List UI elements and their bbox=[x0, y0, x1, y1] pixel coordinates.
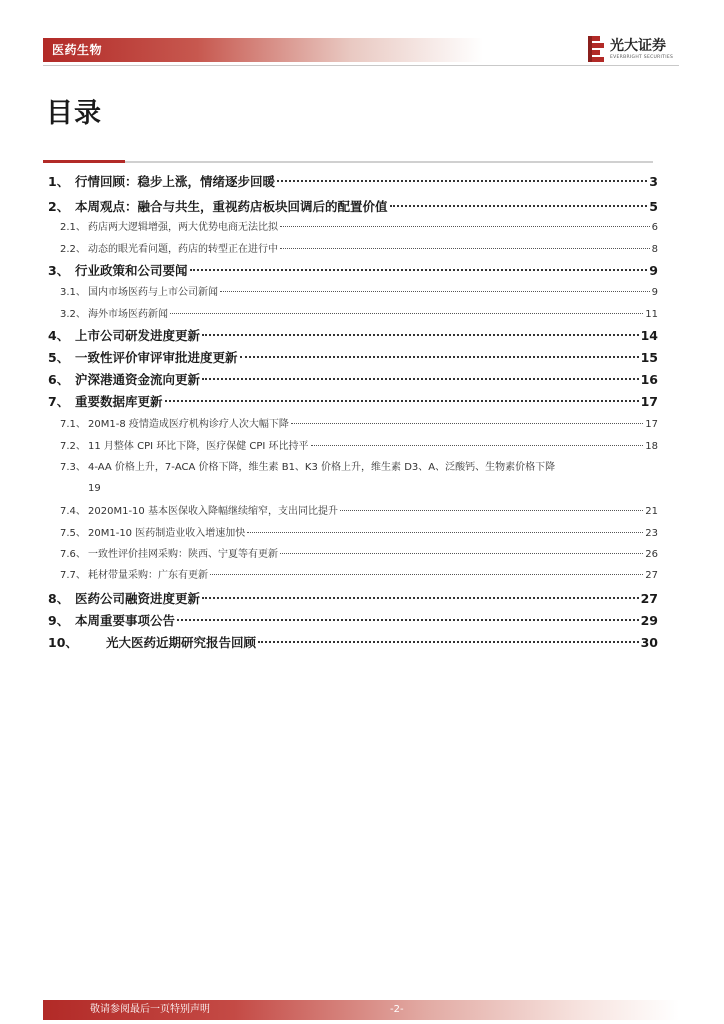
toc-entry-7-1[interactable] bbox=[60, 416, 658, 434]
toc-title: 光大医药近期研究报告回顾 bbox=[106, 635, 257, 650]
toc-title: 动态的眼光看问题，药店的转型正在进行中 bbox=[88, 244, 278, 255]
toc-number: 4、 bbox=[48, 328, 70, 343]
toc-number: 7.6、 bbox=[60, 549, 86, 560]
toc-number: 3.1、 bbox=[60, 287, 86, 298]
toc-entry-6[interactable] bbox=[48, 370, 658, 390]
toc-page-number: 26 bbox=[645, 549, 658, 560]
toc-number: 5、 bbox=[48, 350, 70, 365]
toc-title: 药店两大逻辑增强，两大优势电商无法比拟 bbox=[88, 222, 278, 233]
leader-dots bbox=[210, 567, 643, 575]
toc-page-number: 29 bbox=[640, 613, 658, 628]
toc-title: 2020M1-10 基本医保收入降幅继续缩窄，支出同比提升 bbox=[88, 506, 338, 517]
toc-page-number: 23 bbox=[645, 528, 658, 539]
logo-subtitle: EVERBRIGHT SECURITIES bbox=[610, 55, 674, 60]
toc-number: 7、 bbox=[48, 394, 70, 409]
toc-page-number: 17 bbox=[640, 394, 658, 409]
leader-dots bbox=[170, 306, 643, 314]
toc-number: 1、 bbox=[48, 174, 70, 189]
toc-page-number: 17 bbox=[645, 419, 658, 430]
toc-entry-7-2[interactable] bbox=[60, 438, 658, 456]
leader-dots bbox=[291, 416, 643, 424]
toc-entry-2[interactable] bbox=[48, 197, 658, 217]
toc-entry-2-2[interactable] bbox=[60, 241, 658, 259]
toc-page-number: 6 bbox=[651, 222, 658, 233]
toc-page-number: 21 bbox=[645, 506, 658, 517]
toc-number: 2.1、 bbox=[60, 222, 86, 233]
toc-number: 7.4、 bbox=[60, 506, 86, 517]
toc-page-number: 16 bbox=[640, 372, 658, 387]
footer-disclaimer: 敬请参阅最后一页特别声明 bbox=[90, 1004, 210, 1015]
toc-page-number: 27 bbox=[645, 570, 658, 581]
leader-dots bbox=[258, 633, 639, 643]
toc-entry-4[interactable] bbox=[48, 326, 658, 346]
toc-number: 7.2、 bbox=[60, 441, 86, 452]
toc-page-number: 11 bbox=[645, 309, 658, 320]
toc-number: 9、 bbox=[48, 613, 70, 628]
toc-entry-2-1[interactable] bbox=[60, 219, 658, 237]
toc-entry-3-1[interactable] bbox=[60, 284, 658, 302]
logo-name: 光大证券 bbox=[610, 38, 666, 54]
toc-page-number: 9 bbox=[649, 263, 658, 278]
leader-dots bbox=[240, 348, 639, 358]
leader-dots bbox=[202, 326, 639, 336]
toc-title: 一致性评价挂网采购：陕西、宁夏等有更新 bbox=[88, 549, 278, 560]
toc-page-number: 9 bbox=[651, 287, 658, 298]
toc-title: 上市公司研发进度更新 bbox=[75, 328, 201, 343]
toc-entry-1[interactable] bbox=[48, 172, 658, 192]
toc-number: 2、 bbox=[48, 199, 70, 214]
leader-dots bbox=[165, 392, 639, 402]
leader-dots bbox=[280, 219, 650, 227]
toc-page-number: 18 bbox=[645, 441, 658, 452]
toc-page-number: 15 bbox=[640, 350, 658, 365]
toc-number: 2.2、 bbox=[60, 244, 86, 255]
leader-dots bbox=[190, 261, 648, 271]
leader-dots bbox=[311, 438, 644, 446]
toc-number: 3.2、 bbox=[60, 309, 86, 320]
toc-number: 7.7、 bbox=[60, 570, 86, 581]
leader-dots bbox=[340, 503, 643, 511]
toc-page-number: 30 bbox=[640, 635, 658, 650]
leader-dots bbox=[277, 172, 647, 182]
toc-number: 7.1、 bbox=[60, 419, 86, 430]
section-label: 医药生物 bbox=[52, 43, 103, 57]
toc-entry-9[interactable] bbox=[48, 611, 658, 631]
toc-entry-5[interactable] bbox=[48, 348, 658, 368]
toc-title: 11 月整体 CPI 环比下降，医疗保健 CPI 环比持平 bbox=[88, 441, 309, 452]
toc-page-number: 5 bbox=[649, 199, 658, 214]
toc-entry-3[interactable] bbox=[48, 261, 658, 281]
toc-number: 7.3、 bbox=[60, 462, 86, 473]
toc-page-number: 14 bbox=[640, 328, 658, 343]
toc-title: 沪深港通资金流向更新 bbox=[75, 372, 201, 387]
toc-title: 海外市场医药新闻 bbox=[88, 309, 168, 320]
toc-entry-8[interactable] bbox=[48, 589, 658, 609]
toc-entry-10[interactable] bbox=[48, 633, 658, 653]
toc-title: 重要数据库更新 bbox=[75, 394, 163, 409]
toc-number: 3、 bbox=[48, 263, 70, 278]
toc-page-number: 27 bbox=[640, 591, 658, 606]
toc-title: 4-AA 价格上升，7-ACA 价格下降，维生素 B1、K3 价格上升，维生素 D3、A、泛酸钙、生物素价格下降 bbox=[88, 462, 556, 473]
footer-page-number: -2- bbox=[390, 1004, 404, 1015]
toc-page-number: 8 bbox=[651, 244, 658, 255]
toc-number: 7.5、 bbox=[60, 528, 86, 539]
toc-title: 本周观点：融合与共生，重视药店板块回调后的配置价值 bbox=[75, 199, 388, 214]
toc-title: 行情回顾：稳步上涨，情绪逐步回暖 bbox=[75, 174, 276, 189]
toc-entry-3-2[interactable] bbox=[60, 306, 658, 324]
leader-dots bbox=[220, 284, 650, 292]
leader-dots bbox=[202, 589, 639, 599]
toc-page-number: 3 bbox=[649, 174, 658, 189]
leader-dots bbox=[202, 370, 639, 380]
toc-number: 8、 bbox=[48, 591, 70, 606]
toc-entry-7-4[interactable] bbox=[60, 503, 658, 521]
toc-entry-7-3[interactable] bbox=[60, 459, 658, 477]
toc-title: 20M1-10 医药制造业收入增速加快 bbox=[88, 528, 246, 539]
toc-number: 10、 bbox=[48, 635, 78, 650]
leader-dots bbox=[247, 525, 643, 533]
toc-title: 本周重要事项公告 bbox=[75, 613, 176, 628]
toc-title: 行业政策和公司要闻 bbox=[75, 263, 188, 278]
toc-title: 一致性评价审评审批进度更新 bbox=[75, 350, 238, 365]
leader-dots bbox=[280, 241, 650, 249]
toc-title: 20M1-8 疫情造成医疗机构诊疗人次大幅下降 bbox=[88, 419, 289, 430]
page-title: 目录 bbox=[46, 98, 102, 129]
toc-title: 医药公司融资进度更新 bbox=[75, 591, 201, 606]
leader-dots bbox=[390, 197, 648, 207]
toc-entry-7[interactable] bbox=[48, 392, 658, 412]
leader-dots bbox=[280, 546, 643, 554]
toc-number: 6、 bbox=[48, 372, 70, 387]
leader-dots bbox=[177, 611, 639, 621]
toc-entry-7-7[interactable] bbox=[60, 567, 658, 585]
toc-entry-7-6[interactable] bbox=[60, 546, 658, 564]
toc-entry-7-5[interactable] bbox=[60, 525, 658, 543]
toc-title: 国内市场医药与上市公司新闻 bbox=[88, 287, 218, 298]
toc-title: 耗材带量采购：广东有更新 bbox=[88, 570, 208, 581]
toc-page-number: 19 bbox=[88, 483, 101, 494]
